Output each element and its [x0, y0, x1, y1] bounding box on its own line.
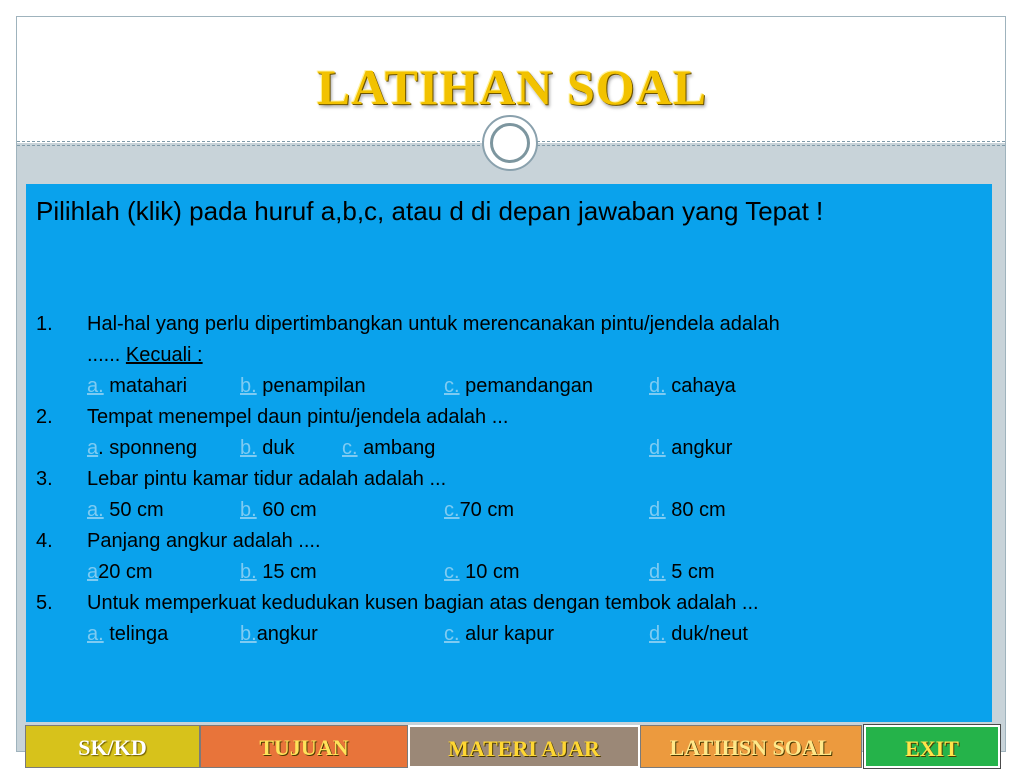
option-b[interactable]: b.angkur [240, 623, 318, 645]
option-b[interactable]: b. 60 cm [240, 499, 317, 521]
question-2 [26, 402, 992, 433]
option-b[interactable]: b. duk [240, 437, 295, 459]
option-b[interactable]: b. penampilan [240, 375, 366, 397]
option-c[interactable]: c. alur kapur [444, 623, 555, 645]
option-letter[interactable]: c. [444, 561, 460, 583]
option-letter[interactable]: b. [240, 499, 257, 521]
question-number: 3. [36, 468, 53, 490]
option-letter[interactable]: c. [444, 623, 460, 645]
nav-latihan-soal-button[interactable]: LATIHSN SOAL [640, 725, 862, 768]
option-letter[interactable]: d. [649, 375, 666, 397]
option-c[interactable]: c. ambang [342, 437, 436, 459]
option-letter[interactable]: b. [240, 561, 257, 583]
question-text: Untuk memperkuat kedudukan kusen bagian atas dengan tembok adalah ... [87, 592, 759, 614]
option-letter[interactable]: c. [444, 375, 460, 397]
option-c[interactable]: c. pemandangan [444, 375, 594, 397]
question-number: 2. [36, 406, 53, 428]
option-d[interactable]: d. 80 cm [649, 499, 726, 521]
option-a[interactable]: a. sponneng [87, 437, 198, 459]
question-number: 1. [36, 313, 53, 335]
option-letter[interactable]: c. [444, 499, 460, 521]
option-letter[interactable]: d. [649, 437, 666, 459]
question-emphasis: Kecuali : [125, 344, 203, 366]
option-a[interactable]: a. matahari [87, 375, 188, 397]
question-1 [26, 309, 992, 371]
option-c[interactable]: c. 10 cm [444, 561, 520, 583]
option-letter[interactable]: b. [240, 437, 257, 459]
option-c[interactable]: c.70 cm [444, 499, 515, 521]
option-a[interactable]: a. 50 cm [87, 499, 164, 521]
option-a[interactable]: a20 cm [87, 561, 153, 583]
option-d[interactable]: d. 5 cm [649, 561, 715, 583]
option-b[interactable]: b. 15 cm [240, 561, 317, 583]
question-5 [26, 588, 992, 619]
option-letter[interactable]: a. [87, 623, 104, 645]
nav-skkd-button[interactable]: SK/KD [25, 725, 200, 768]
question-panel [26, 184, 992, 722]
option-d[interactable]: d. cahaya [649, 375, 736, 397]
option-letter[interactable]: a. [87, 375, 104, 397]
question-text: Hal-hal yang perlu dipertimbangkan untuk merencanakan pintu/jendela adalah [87, 313, 780, 335]
option-d[interactable]: d. angkur [649, 437, 733, 459]
option-a[interactable]: a. telinga [87, 623, 169, 645]
question-number: 4. [36, 530, 53, 552]
question-text: Lebar pintu kamar tidur adalah adalah ... [87, 468, 447, 490]
question-text-cont: ...... Kecuali : [87, 344, 203, 366]
question-number: 5. [36, 592, 53, 614]
option-letter[interactable]: b. [240, 375, 257, 397]
question-text: Tempat menempel daun pintu/jendela adalah ... [87, 406, 509, 428]
option-d[interactable]: d. duk/neut [649, 623, 748, 645]
option-letter[interactable]: a. [87, 499, 104, 521]
question-4 [26, 526, 992, 557]
instruction-text: Pilihlah (klik) pada huruf a,b,c, atau d di depan jawaban yang Tepat ! [36, 196, 824, 226]
option-letter[interactable]: a [87, 561, 99, 583]
option-letter[interactable]: d. [649, 561, 666, 583]
nav-materi-ajar-button[interactable]: MATERI AJAR [408, 725, 640, 768]
question-text: Panjang angkur adalah .... [87, 530, 321, 552]
option-letter[interactable]: a [87, 437, 99, 459]
question-3 [26, 464, 992, 495]
circle-ornament-icon [482, 115, 538, 171]
option-letter[interactable]: b. [240, 623, 257, 645]
nav-tujuan-button[interactable]: TUJUAN [200, 725, 408, 768]
option-letter[interactable]: c. [342, 437, 358, 459]
page-title: LATIHAN SOAL [316, 59, 708, 115]
option-letter[interactable]: d. [649, 499, 666, 521]
option-letter[interactable]: d. [649, 623, 666, 645]
nav-exit-button[interactable]: EXIT [864, 725, 1000, 768]
